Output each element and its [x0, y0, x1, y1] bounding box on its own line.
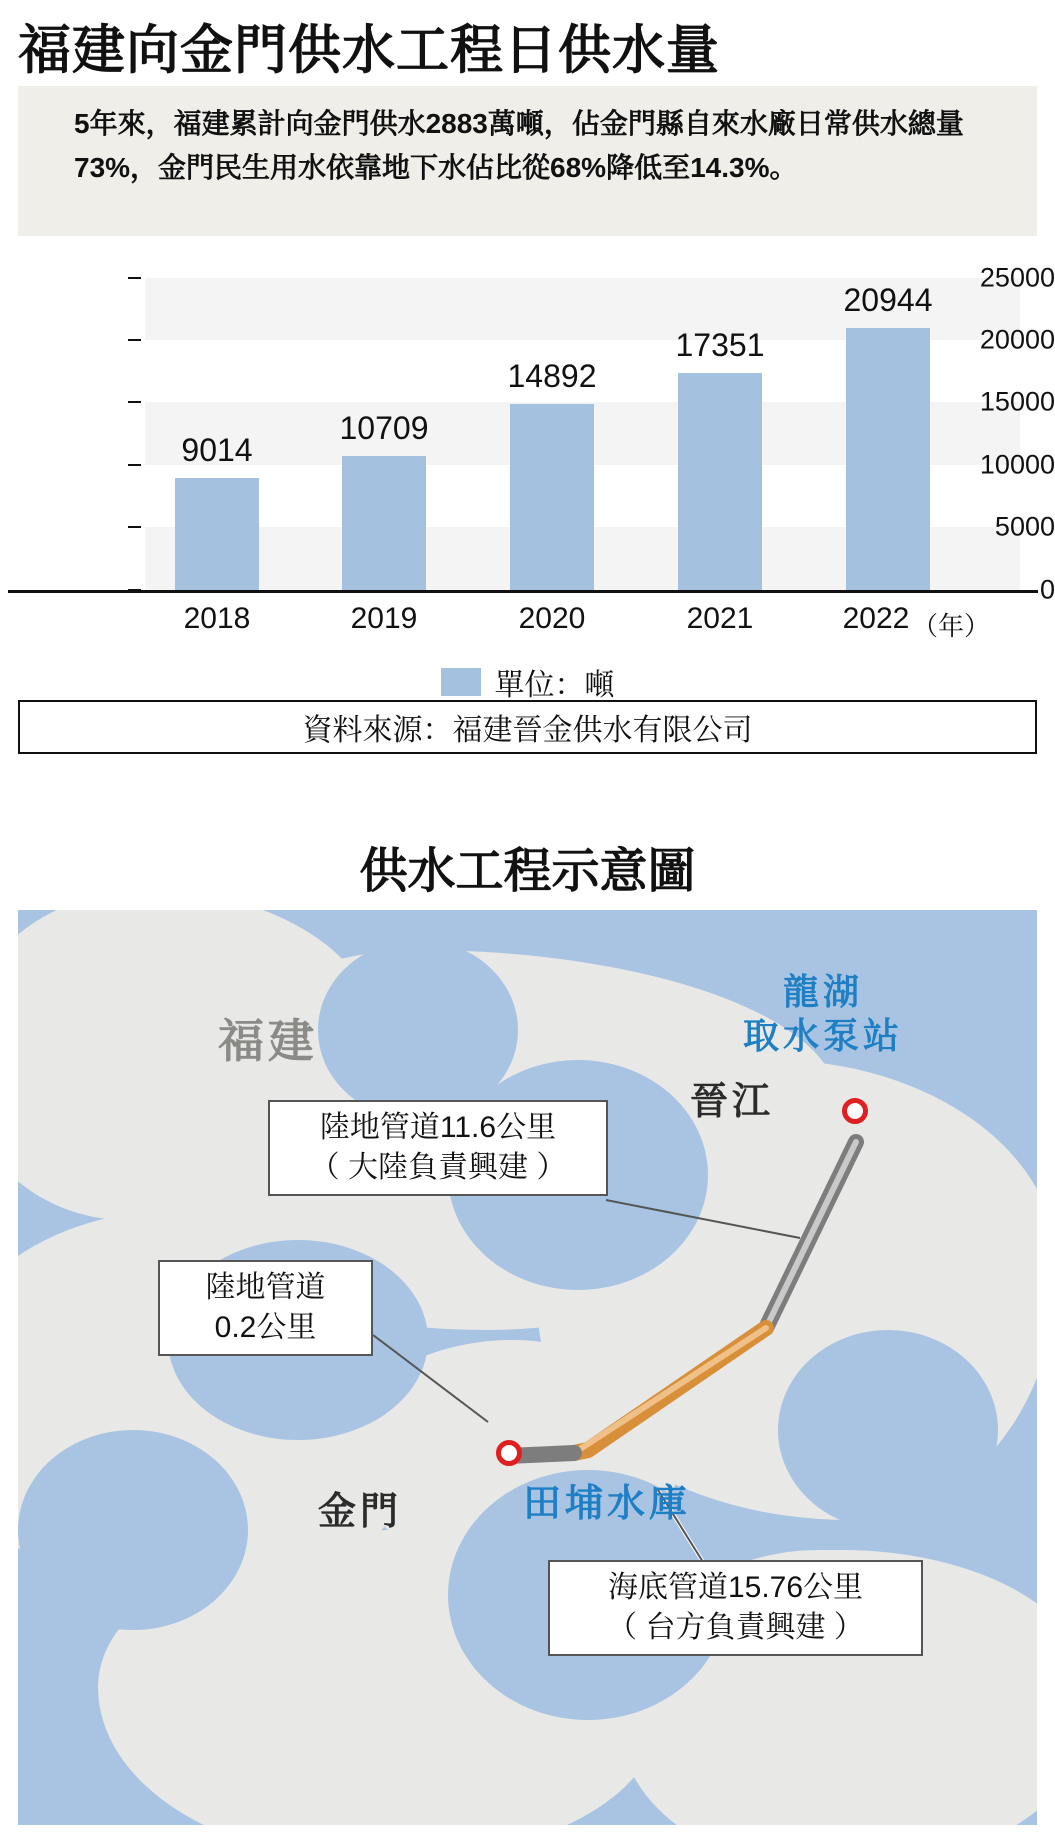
station-label-longhu-line2: 取水泵站 [742, 1015, 903, 1056]
x-tick-label-2020: 2020 [518, 602, 586, 635]
bar-value-2021: 17351 [675, 327, 765, 363]
y-tick-label: 20000 [979, 324, 1055, 355]
bar-chart [0, 250, 1055, 670]
source-text: 資料來源：福建晉金供水有限公司 [302, 714, 753, 747]
undersea-pipeline-highlight [574, 1328, 766, 1453]
bar-2019 [342, 456, 426, 590]
callout-line-1: 陸地管道 [205, 1271, 326, 1304]
station-label-longhu-line1: 龍湖 [782, 971, 863, 1012]
region-label-fujian: 福建 [218, 1015, 318, 1067]
bar-value-2019: 10709 [339, 410, 429, 446]
bar-2020 [510, 404, 594, 590]
callout-line-2: （ 大陸負責興建 ） [309, 1151, 567, 1184]
callout-line-2: 0.2公里 [214, 1311, 317, 1344]
callout-leader-line [373, 1335, 488, 1422]
callout-undersea-pipeline-15-76km [548, 1560, 923, 1656]
x-tick-label-2021: 2021 [686, 602, 754, 635]
summary-box [18, 86, 1037, 236]
callout-line-1: 陸地管道11.6公里 [319, 1111, 557, 1144]
y-tick-label: 25000 [979, 262, 1055, 293]
y-tick-label: 15000 [979, 386, 1055, 417]
y-tick-mark [128, 277, 141, 279]
legend-label: 單位：噸 [494, 669, 615, 702]
x-tick-label-2018: 2018 [183, 602, 251, 635]
x-tick-label-2022: 2022 [842, 602, 910, 635]
bar-value-2020: 14892 [507, 358, 597, 394]
bar-2022 [846, 328, 930, 590]
bar-value-2022: 20944 [843, 282, 933, 318]
legend-swatch [441, 668, 481, 696]
bar-2018 [175, 478, 259, 590]
y-tick-mark [128, 339, 141, 341]
station-marker-longhu [842, 1098, 868, 1124]
station-label-tianpu: 田埔水庫 [523, 1483, 692, 1525]
callout-line-1: 海底管道15.76公里 [607, 1571, 864, 1604]
chart-legend [0, 660, 1055, 704]
map-title: 供水工程示意圖 [359, 845, 696, 898]
city-label-jinjiang: 晉江 [690, 1081, 775, 1123]
y-tick-mark [128, 526, 141, 528]
page-title: 福建向金門供水工程日供水量 [18, 21, 720, 80]
y-tick-label: 10000 [979, 449, 1055, 480]
y-tick-label: 5000 [994, 511, 1055, 542]
bar-2021 [678, 373, 762, 590]
source-box [18, 700, 1037, 754]
city-label-kinmen: 金門 [318, 1491, 403, 1533]
map-figure [18, 910, 1037, 1825]
callout-leader-line [606, 1200, 800, 1238]
y-tick-mark [128, 401, 141, 403]
x-axis-unit-label: （年） [912, 611, 991, 641]
x-tick-label-2019: 2019 [350, 602, 418, 635]
bar-value-2018: 9014 [181, 432, 253, 468]
callout-line-2: （ 台方負責興建 ） [607, 1611, 864, 1644]
summary-text: 5年來，福建累計向金門供水2883萬噸，佔金門縣自來水廠日常供水總量73%，金門民生用水依靠地下水佔比從68%降低至14.3%。 [74, 108, 964, 183]
callout-land-pipeline-0-2km [158, 1260, 373, 1356]
x-axis [8, 590, 1038, 593]
callout-land-pipeline-11-6km [268, 1100, 608, 1196]
station-marker-tianpu [496, 1440, 522, 1466]
y-tick-label: 0 [1039, 574, 1055, 605]
